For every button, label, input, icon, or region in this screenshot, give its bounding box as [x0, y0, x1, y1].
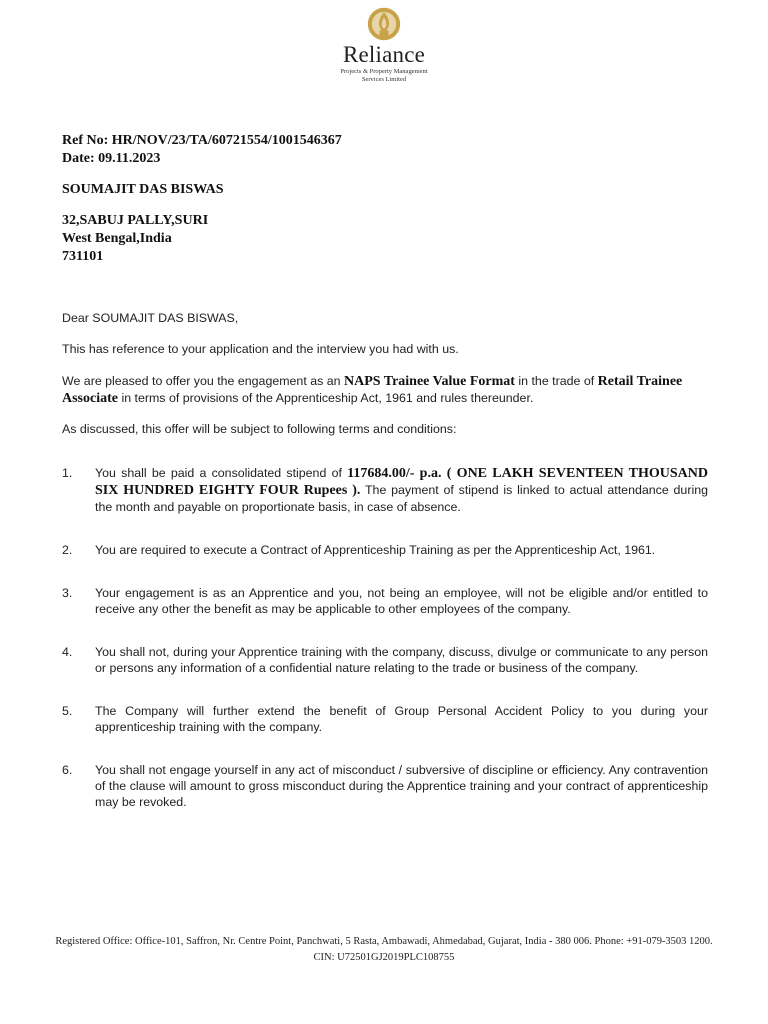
term-number: 5. [62, 704, 73, 718]
term-text: The payment of stipend is linked to actual attendance during the month and payable on proportionate basis, in case of absence. [95, 483, 708, 514]
term-text: You shall not engage yourself in any act of misconduct / subversive of discipline or efficiency. Any contravention of the clause will amount to gross misconduct during the Apprentice training and your contract of apprenticeship may be revoked. [95, 763, 708, 809]
offer-text-d: in terms of provisions of the Apprenticeship Act, 1961 and rules thereunder. [118, 391, 534, 405]
address-line-2: West Bengal,India [62, 231, 172, 246]
offer-trade: Retail Trainee Associate [62, 374, 683, 406]
paragraph-offer [62, 373, 708, 407]
salutation: Dear SOUMAJIT DAS BISWAS, [62, 311, 239, 325]
address-line-1: 32,SABUJ PALLY,SURI [62, 213, 209, 228]
term-number: 3. [62, 586, 73, 600]
reliance-flame-icon [366, 6, 402, 42]
term-text: The Company will further extend the benefit of Group Personal Accident Policy to you during your apprenticeship training with the company. [95, 704, 708, 734]
term-number: 4. [62, 645, 73, 659]
offer-text-a: We are pleased to offer you the engagement as an [62, 374, 344, 388]
stipend-amount: 117684.00/- p.a. ( ONE LAKH SEVENTEEN THOUSAND SIX HUNDRED EIGHTY FOUR Rupees ). [95, 466, 708, 498]
term-number: 6. [62, 763, 73, 777]
logo-name: Reliance [342, 42, 426, 67]
paragraph-terms-intro: As discussed, this offer will be subject to following terms and conditions: [62, 422, 457, 436]
letter-date: Date: 09.11.2023 [62, 151, 161, 166]
logo-subtitle: Projects & Property Management [340, 68, 428, 75]
company-logo [0, 6, 768, 81]
term-text: You shall be paid a consolidated stipend of [95, 466, 348, 480]
offer-position: NAPS Trainee Value Format [343, 374, 515, 389]
term-number: 1. [62, 466, 73, 480]
address-pin: 731101 [62, 249, 104, 264]
offer-text-c: in the trade of [514, 374, 598, 388]
term-number: 2. [62, 543, 73, 557]
footer-registered-office: Registered Office: Office-101, Saffron, Nr. Centre Point, Panchwati, 5 Rasta, Ambawadi, Ahmedabad, Gujarat, India - 380 006. Phone: +91-079-3503 1200. [55, 936, 713, 947]
paragraph-reference: This has reference to your application and the interview you had with us. [62, 342, 459, 356]
logo-subtitle-2: Services Limited [361, 76, 407, 81]
recipient-name: SOUMAJIT DAS BISWAS [62, 182, 224, 197]
term-text: You shall not, during your Apprentice training with the company, discuss, divulge or communicate to any person or persons any information of a confidential nature relating to the trade or business of the company. [95, 645, 708, 675]
footer-cin: CIN: U72501GJ2019PLC108755 [313, 952, 455, 963]
term-text: You are required to execute a Contract of Apprenticeship Training as per the Apprenticeship Act, 1961. [95, 543, 656, 557]
term-text: Your engagement is as an Apprentice and you, not being an employee, will not be eligible and/or entitled to receive any other the benefit as may be applicable to other employees of the company. [95, 586, 708, 616]
ref-number: Ref No: HR/NOV/23/TA/60721554/1001546367 [62, 133, 342, 148]
